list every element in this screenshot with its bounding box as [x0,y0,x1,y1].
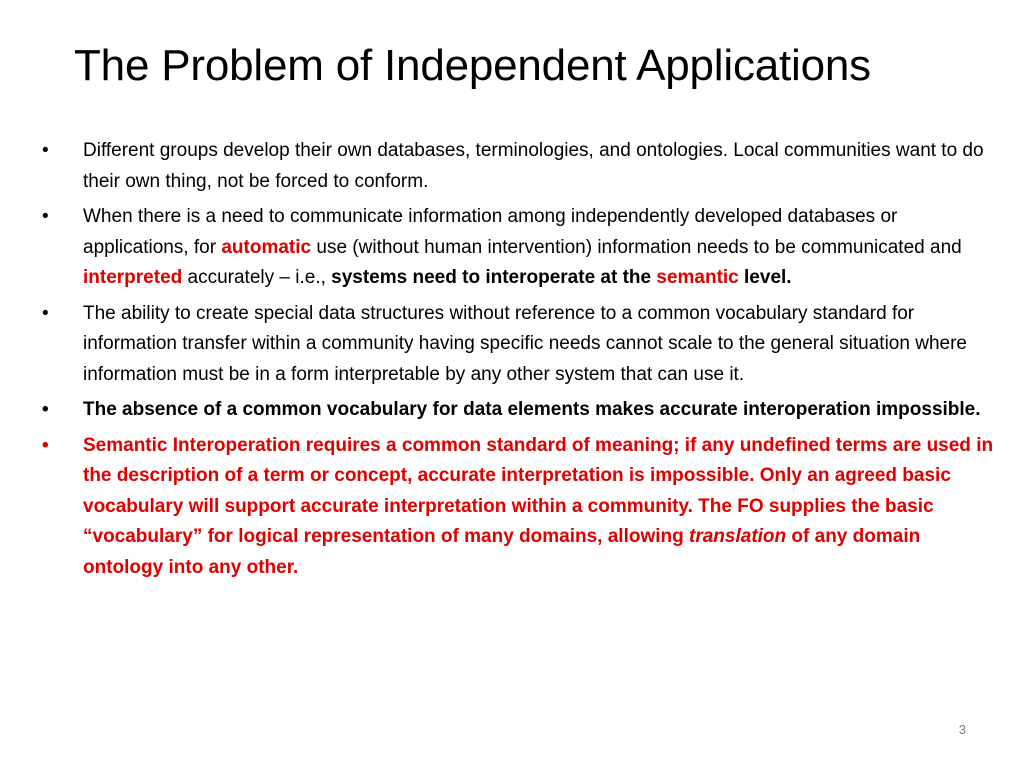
bullet-text-part: accurately – i.e., [182,267,332,288]
bold-level-phrase: level. [738,267,792,288]
bullet-dot-icon: • [42,140,49,161]
emphasis-translation: translation [689,526,787,547]
bullet-list [40,136,995,588]
bullet-text: The ability to create special data structures without reference to a common vocabulary standard for information transfer within a community having specific needs cannot scale to the general situation where information must be in a form interpretable by any other system that can use it. [83,302,967,385]
bullet-text-part: use (without human intervention) information needs to be communicated and [311,236,962,258]
bullet-dot-icon: • [42,206,49,227]
bullet-item-4 [40,395,995,426]
bullet-dot-icon: • [42,302,49,324]
bullet-item-3 [40,299,995,391]
emphasis-semantic: semantic [656,267,739,288]
bullet-text-part: Semantic Interoperation requires a common standard of meaning; if any undefined terms are used in the description of a term or concept, accurate interpretation is impossible. Only an agreed basic vocabulary will support accurate interpretation within a community. The FO supplies the basic “vocabulary” for logical representation of many domains, allowing [83,434,994,547]
bullet-text: Different groups develop their own databases, terminologies, and ontologies. Local communities want to do their own thing, not be forced to conform. [83,140,984,192]
bullet-dot-icon: • [42,399,49,420]
page-number: 3 [958,722,966,737]
bullet-item-5 [40,431,995,584]
bullet-text: The absence of a common vocabulary for data elements makes accurate interoperation impossible. [83,399,981,420]
slide-title: The Problem of Independent Applications [74,41,871,90]
bullet-text-part: of any domain ontology into any other. [83,526,921,578]
emphasis-interpreted: interpreted [83,267,183,288]
emphasis-automatic: automatic [221,236,312,258]
bullet-item-2 [40,202,995,294]
bullet-text-part: When there is a need to communicate information among independently developed databases or applications, for [83,206,898,258]
bullet-item-1 [40,136,995,197]
bullet-dot-icon: • [42,434,49,456]
bold-systems-phrase: systems need to interoperate at the [331,267,657,288]
